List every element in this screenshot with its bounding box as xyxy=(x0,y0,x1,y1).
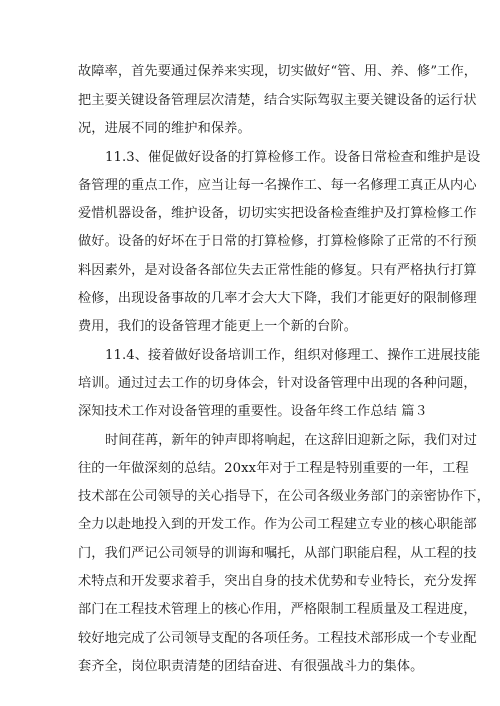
text-line: 检修，出现设备事故的几率才会大大下降，我们才能更好的限制修理 xyxy=(78,291,477,306)
text-line: 爱惜机器设备，维护设备，切切实实把设备检查维护及打算检修工作 xyxy=(78,206,477,221)
text-line: 做好。设备的好坏在于日常的打算检修，打算检修除了正常的不行预 xyxy=(78,234,477,249)
text-line: 料因素外，是对设备各部位失去正常性能的修复。只有严格执行打算 xyxy=(78,263,477,278)
text-line: 11.3、催促做好设备的打算检修工作。设备日常检查和维护是设 xyxy=(105,150,481,165)
text-line: 深知技术工作对设备管理的重要性。设备年终工作总结 篇３ xyxy=(78,404,428,419)
text-line: 故障率，首先要通过保养来实现，切实做好“管、用、养、修”工作， xyxy=(78,64,478,79)
text-line: 备管理的重点工作，应当让每一名操作工、每一名修理工真正从内心 xyxy=(78,178,477,193)
text-line: 术特点和开发要求着手，突出自身的技术优势和专业特长，充分发挥 xyxy=(78,574,477,589)
text-line: 往的一年做深刻的总结。20xx年对于工程是特别重要的一年，工程 xyxy=(78,461,469,476)
text-line: 培训。通过过去工作的切身体会，针对设备管理中出现的各种问题， xyxy=(78,376,477,391)
text-line: 况，进展不同的维护和保养。 xyxy=(78,121,251,136)
text-line: 时间荏苒，新年的钟声即将响起，在这辞旧迎新之际，我们对过 xyxy=(105,433,478,448)
text-line: 费用，我们的设备管理才能更上一个新的台阶。 xyxy=(78,319,358,334)
text-line: 技术部在公司领导的关心指导下，在公司各级业务部门的亲密协作下， xyxy=(78,489,490,504)
text-line: 把主要关键设备管理层次清楚，结合实际驾驭主要关键设备的运行状 xyxy=(78,93,477,108)
text-line: 套齐全，岗位职责清楚的团结奋进、有很强战斗力的集体。 xyxy=(78,659,424,674)
text-line: 部门在工程技术管理上的核心作用，严格限制工程质量及工程进度， xyxy=(78,602,477,617)
text-line: 11.4、接着做好设备培训工作，组织对修理工、操作工进展技能 xyxy=(105,348,481,363)
text-line: 全力以赴地投入到的开发工作。作为公司工程建立专业的核心职能部 xyxy=(78,517,477,532)
text-line: 门，我们严记公司领导的训诲和嘱托，从部门职能启程，从工程的技 xyxy=(78,546,477,561)
text-line: 较好地完成了公司领导支配的各项任务。工程技术部形成一个专业配 xyxy=(78,631,477,646)
